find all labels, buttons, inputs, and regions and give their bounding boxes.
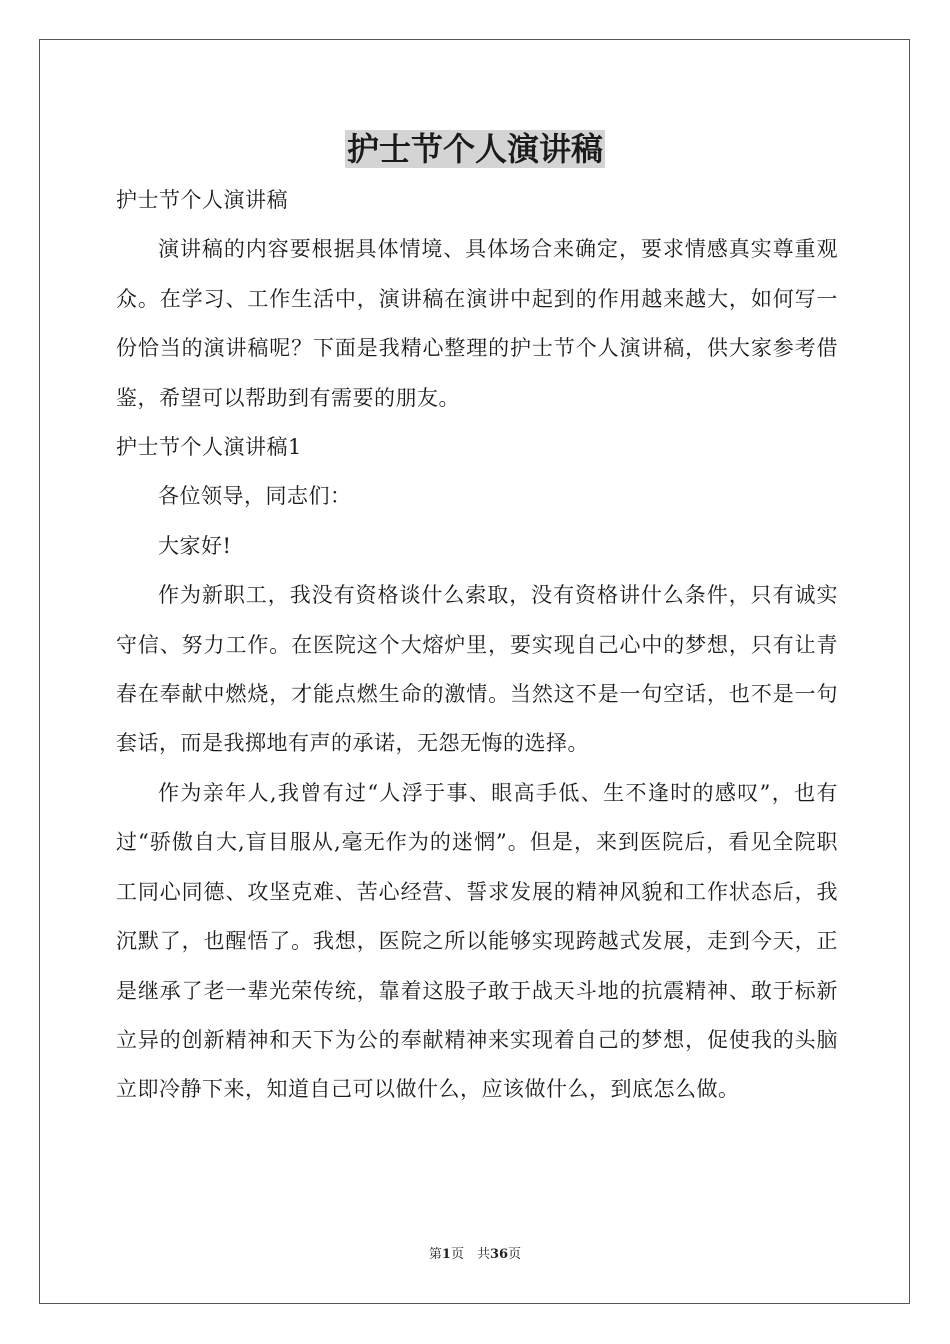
paragraph: 大家好! — [158, 533, 232, 558]
document-body — [116, 176, 838, 1115]
paragraph: 各位领导，同志们： — [158, 484, 352, 509]
document-title-text: 护士节个人演讲稿 — [346, 130, 603, 168]
document-title — [0, 126, 950, 172]
paragraph: 作为亲年人,我曾有过“人浮于事、眼高手低、生不逢时的感叹”，也有过“骄傲自大,盲目服从,毫无作为的迷惘”。但是，来到医院后，看见全院职工同心同德、攻坚克难、苦心经营、誓求发展的精神风貌和工作状态后，我沉默了，也醒悟了。我想，医院之所以能够实现跨越式发展，走到今天，正是继承了老一辈光荣传统，靠着这股子敢于战天斗地的抗震精神、敢于标新立异的创新精神和天下为公的奉献精神来实现着自己的梦想，促使我的头脑立即冷静下来，知道自己可以做什么，应该做什么，到底怎么做。 — [116, 780, 838, 1102]
paragraph: 演讲稿的内容要根据具体情境、具体场合来确定，要求情感真实尊重观众。在学习、工作生活中，演讲稿在演讲中起到的作用越来越大，如何写一份恰当的演讲稿呢？下面是我精心整理的护士节个人演讲稿，供大家参考借鉴，希望可以帮助到有需要的朋友。 — [116, 237, 838, 410]
page-suffix: 页 — [508, 1247, 522, 1262]
page-footer — [0, 1246, 950, 1264]
page-current: 1 — [441, 1247, 451, 1262]
paragraph: 作为新职工，我没有资格谈什么索取，没有资格讲什么条件，只有诚实守信、努力工作。在医院这个大熔炉里，要实现自己心中的梦想，只有让青春在奉献中燃烧，才能点燃生命的激情。当然这不是一句空话，也不是一句套话，而是我掷地有声的承诺，无怨无悔的选择。 — [116, 583, 838, 756]
page-total: 36 — [489, 1247, 509, 1262]
page-mid: 页 共 — [450, 1247, 490, 1262]
paragraph: 护士节个人演讲稿 — [116, 188, 288, 212]
page-prefix: 第 — [428, 1247, 442, 1262]
paragraph: 护士节个人演讲稿1 — [116, 435, 302, 460]
